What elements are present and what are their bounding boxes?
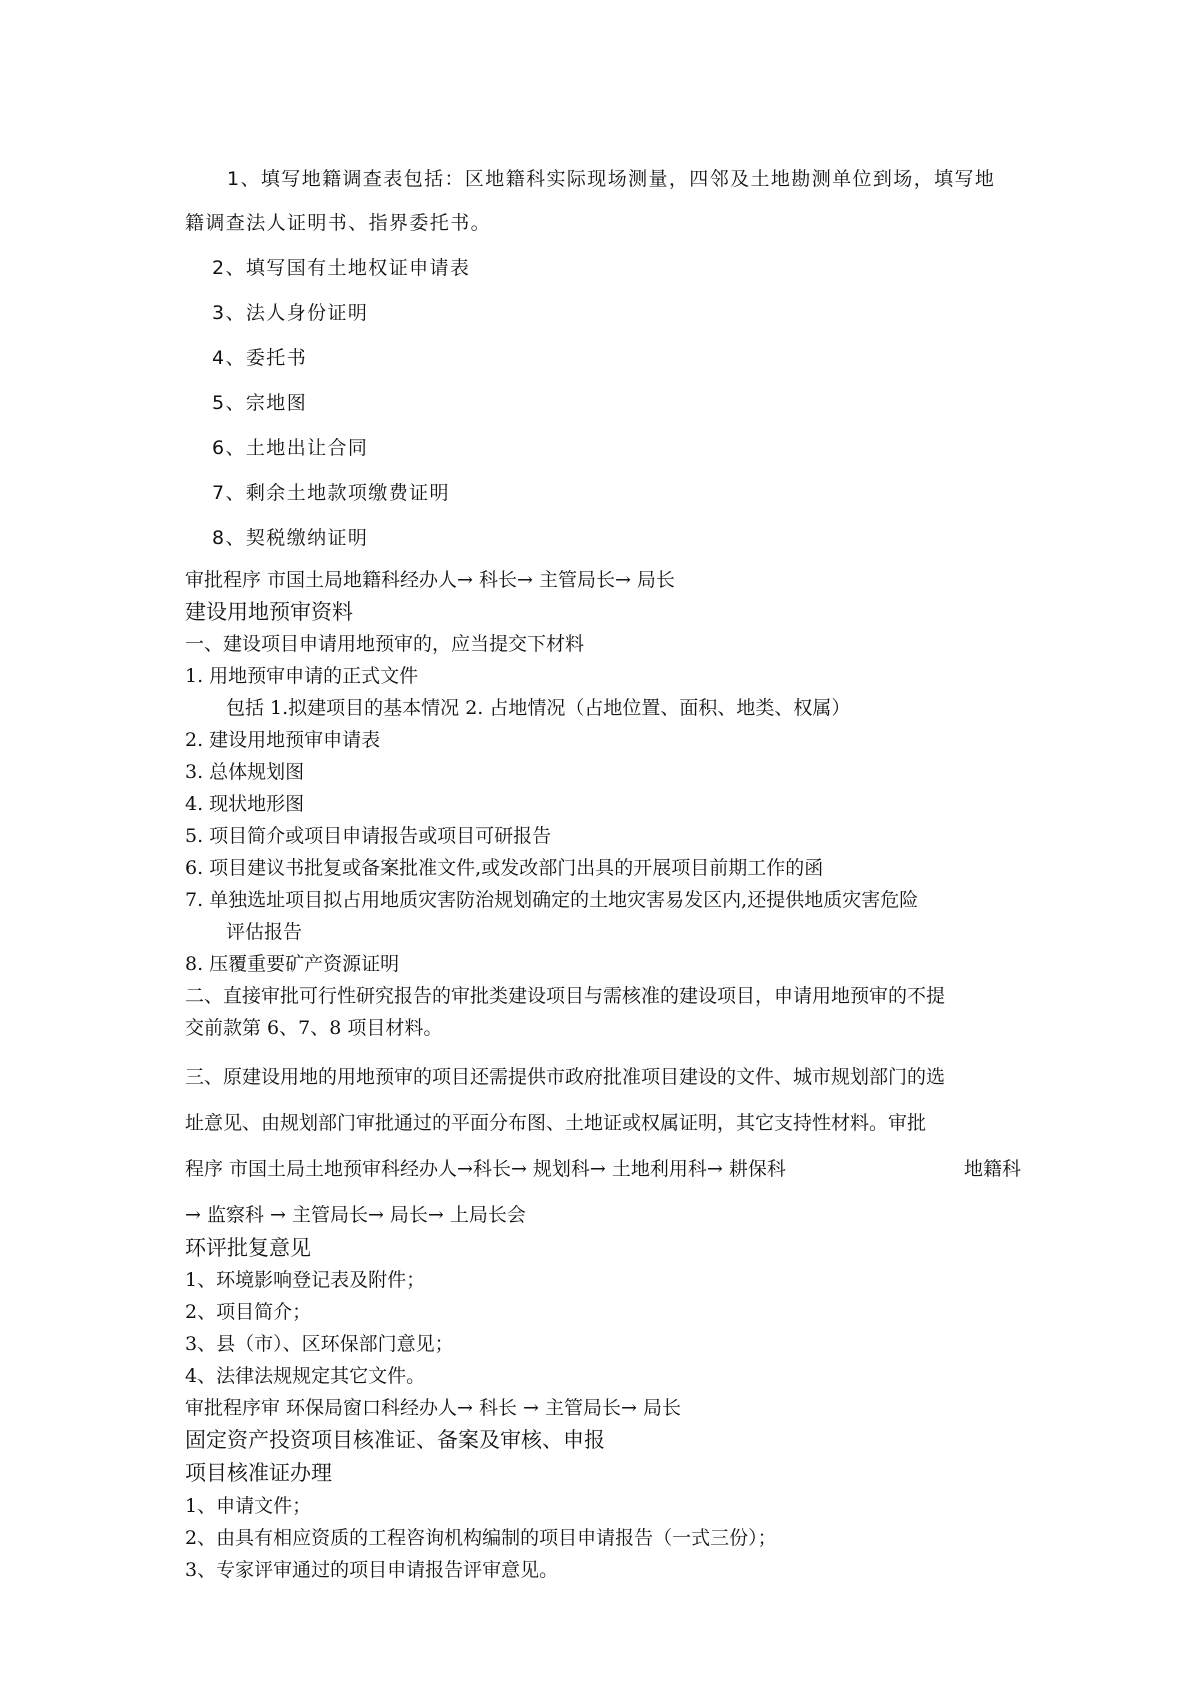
eia-procedure: 审批程序审 环保局窗口科经办人→ 科长 → 主管局长→ 局长 bbox=[185, 1397, 681, 1419]
pre-review-procedure-line-1-end: 地籍科 bbox=[964, 1158, 1022, 1180]
land-survey-item-6: 6、土地出让合同 bbox=[212, 437, 369, 459]
pre-review-item-6: 6. 项目建议书批复或备案批准文件,或发改部门出具的开展项目前期工作的函 bbox=[185, 857, 824, 879]
eia-item-2: 2、项目简介； bbox=[185, 1301, 312, 1323]
land-survey-item-2: 2、填写国有土地权证申请表 bbox=[212, 257, 471, 279]
pre-review-paragraph-3-line-1: 三、原建设用地的用地预审的项目还需提供市政府批准项目建设的文件、城市规划部门的选 bbox=[185, 1066, 946, 1088]
pre-review-paragraph-2-line-2: 交前款第 6、7、8 项目材料。 bbox=[185, 1017, 443, 1039]
pre-review-intro: 一、建设项目申请用地预审的，应当提交下材料 bbox=[185, 633, 585, 655]
land-survey-item-4: 4、委托书 bbox=[212, 347, 308, 369]
section-title-land-pre-review: 建设用地预审资料 bbox=[185, 600, 353, 624]
land-survey-item-5: 5、宗地图 bbox=[212, 392, 308, 414]
pre-review-item-7-line-2: 评估报告 bbox=[226, 921, 303, 943]
pre-review-item-7-line-1: 7. 单独选址项目拟占用地质灾害防治规划确定的土地灾害易发区内,还提供地质灾害危险 bbox=[185, 889, 919, 911]
land-survey-item-1-line-1: 1、填写地籍调查表包括：区地籍科实际现场测量，四邻及土地勘测单位到场，填写地 bbox=[227, 168, 996, 190]
eia-item-3: 3、县（市）、区环保部门意见； bbox=[185, 1333, 454, 1355]
eia-item-1: 1、环境影响登记表及附件； bbox=[185, 1269, 426, 1291]
pre-review-item-2: 2. 建设用地预审申请表 bbox=[185, 729, 381, 751]
pre-review-paragraph-3-line-2: 址意见、由规划部门审批通过的平面分布图、土地证或权属证明，其它支持性材料。审批 bbox=[185, 1112, 927, 1134]
pre-review-paragraph-2-line-1: 二、直接审批可行性研究报告的审批类建设项目与需核准的建设项目，申请用地预审的不提 bbox=[185, 985, 946, 1007]
pre-review-procedure-line-2: → 监察科 → 主管局长→ 局长→ 上局长会 bbox=[185, 1204, 526, 1226]
land-survey-procedure: 审批程序 市国土局地籍科经办人→ 科长→ 主管局长→ 局长 bbox=[185, 569, 675, 591]
section-title-fixed-asset-investment: 固定资产投资项目核准证、备案及审核、申报 bbox=[185, 1428, 605, 1452]
pre-review-item-4: 4. 现状地形图 bbox=[185, 793, 305, 815]
pre-review-procedure-line-1: 程序 市国土局土地预审科经办人→科长→ 规划科→ 土地利用科→ 耕保科 bbox=[185, 1158, 786, 1180]
land-survey-item-3: 3、法人身份证明 bbox=[212, 302, 369, 324]
pre-review-item-5: 5. 项目简介或项目申请报告或项目可研报告 bbox=[185, 825, 552, 847]
pre-review-item-1-detail: 包括 1.拟建项目的基本情况 2. 占地情况（占地位置、面积、地类、权属） bbox=[226, 697, 851, 719]
land-survey-item-7: 7、剩余土地款项缴费证明 bbox=[212, 482, 450, 504]
subsection-title-project-approval: 项目核准证办理 bbox=[185, 1461, 332, 1485]
land-survey-item-8: 8、契税缴纳证明 bbox=[212, 527, 369, 549]
pre-review-item-8: 8. 压覆重要矿产资源证明 bbox=[185, 953, 400, 975]
pre-review-item-1: 1. 用地预审申请的正式文件 bbox=[185, 665, 419, 687]
eia-item-4: 4、法律法规规定其它文件。 bbox=[185, 1365, 426, 1387]
section-title-eia-approval: 环评批复意见 bbox=[185, 1236, 311, 1260]
approval-item-3: 3、专家评审通过的项目申请报告评审意见。 bbox=[185, 1559, 559, 1581]
pre-review-item-3: 3. 总体规划图 bbox=[185, 761, 305, 783]
approval-item-1: 1、申请文件； bbox=[185, 1495, 312, 1517]
land-survey-item-1-line-2: 籍调查法人证明书、指界委托书。 bbox=[185, 212, 492, 234]
approval-item-2: 2、由具有相应资质的工程咨询机构编制的项目申请报告（一式三份）； bbox=[185, 1527, 777, 1549]
